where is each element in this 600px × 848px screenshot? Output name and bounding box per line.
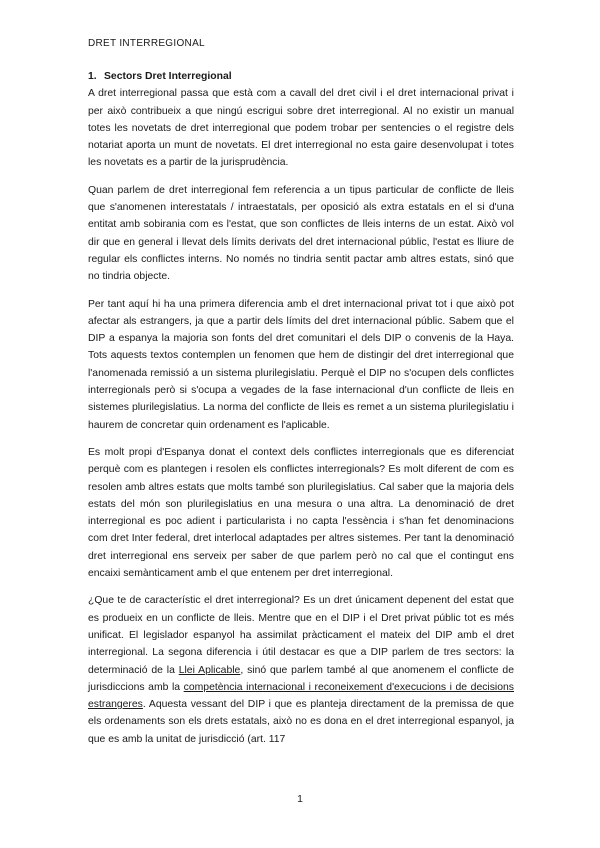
- running-header: DRET INTERREGIONAL: [88, 38, 205, 49]
- underlined-term-competencia: competència internacional i reconeixement d'execucions i de decisions estrangeres: [88, 681, 514, 711]
- document-body: [88, 68, 514, 758]
- paragraph-5-text-3: . Aquesta vessant del DIP i que es planteja directament de la premissa de que els ordenaments son els drets estatals, això no es dona en el dret interregional espanyol, ja que es amb la unitat de jurisdicció (art. 117: [88, 699, 514, 745]
- section-heading: [88, 68, 514, 85]
- paragraph-2: Quan parlem de dret interregional fem referencia a un tipus particular de conflicte de lleis que s'anomenen interestatals / intraestatals, per oposició als extra estatals en el si d'una entitat amb sobirania com es l'estat, que son conflictes de lleis interns de un estat. Això vol dir que en general i llevat dels límits derivats del dret internacional públic, l'estat es lliure de regular els conflictes interns. No només no tindria sentit pactar amb altres estats, sinó que no tindria objecte.: [88, 184, 514, 283]
- paragraph-5-text-1: ¿Que te de característic el dret interregional? Es un dret únicament depenent del estat que es produeix en un conflicte de lleis. Mentre que en el DIP i el Dret privat públic tot es més unificat. El legislador espanyol ha assimilat pràcticament el mateix del DIP amb el dret interregional. La segona diferencia i útil destacar es que a DIP parlem de tres sectors: la determinació de la: [88, 595, 514, 676]
- section-number: 1.: [88, 71, 97, 82]
- page-number: 1: [297, 794, 303, 805]
- paragraph-1: A dret interregional passa que està com a cavall del dret civil i el dret internacional privat i per això contribueix a que ningú escrigui sobre dret interregional. Al no existir un manual totes les novetats de dret interregional que podem trobar per sentencies o el registre dels notariat aporta un munt de novetats. El dret interregional no esta gaire desenvolupat i totes les novetats es a partir de la jurisprudència.: [88, 88, 514, 169]
- underlined-term-llei-aplicable: Llei Aplicable: [178, 664, 241, 676]
- paragraph-5-text-2: , sinó que parlem també al que anomenem el conflicte de jurisdiccions amb la: [88, 664, 514, 693]
- paragraph-3: Per tant aquí hi ha una primera diferencia amb el dret internacional privat tot i que això pot afectar als estrangers, ja que a partir dels límits del dret internacional públic. Sabem que el DIP a espanya la majoria son fonts del dret comunitari el dels DIP o convenis de la Haya. Tots aquests textos contemplen un fenomen que hem de distingir del dret interregional que l'anomenada remissió a un sistema plurilegislatiu. Perquè el DIP no s'ocupen dels conflictes interregionals però si s'ocupa a vegades de la fase internacional d'un conflicte de lleis en sistemes plurilegislatius. La norma del conflicte de lleis es remet a un sistema plurilegislatiu i haurem de concretar quin ordenament es l'aplicable.: [88, 298, 514, 431]
- section-title: Sectors Dret Interregional: [104, 71, 232, 82]
- paragraph-5: [88, 592, 514, 748]
- paragraph-4: Es molt propi d'Espanya donat el context dels conflictes interregionals que es diferenciat perquè com es plantegen i resolen els conflictes interregionals? Es molt diferent de com es resolen amb altres estats que molts també son plurilegislatius. Cal saber que la majoria dels estats del món son plurilegislatius en una mesura o una altra. La denominació de dret interregional es poc adient i particularista i no capta l'essència i s'han fet denominacions com dret Inter federal, dret interlocal adaptades per altres sistemes. Per tant la denominació dret interregional ens serveix per saber de que parlem però no cal que el contingut ens encaixi semànticament amb el que entenem per dret interregional.: [88, 446, 514, 580]
